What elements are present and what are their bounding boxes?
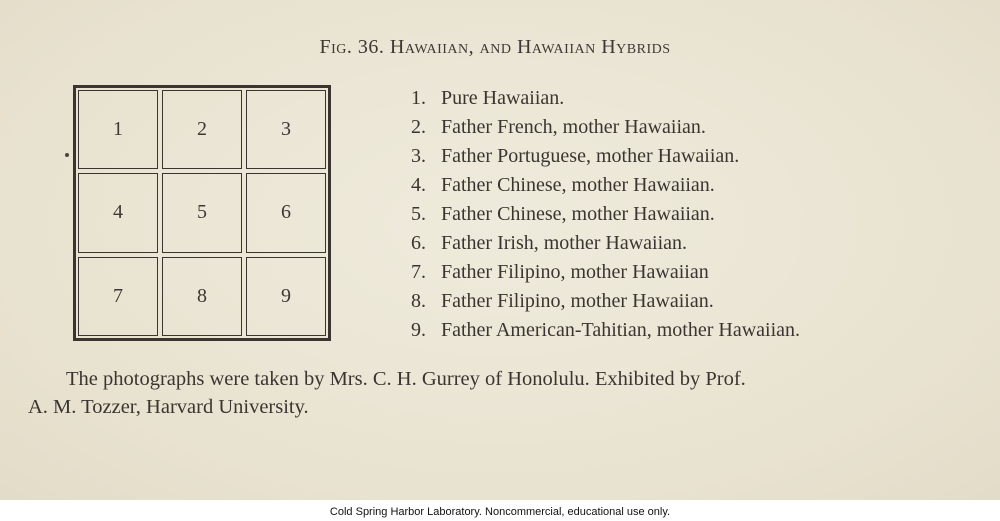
legend-item bbox=[411, 287, 800, 316]
legend-item bbox=[411, 84, 800, 113]
grid-cell-1: 1 bbox=[78, 90, 158, 169]
grid-cell-4: 4 bbox=[78, 173, 158, 252]
caption-line-1: The photographs were taken by Mrs. C. H. Gurrey of Honolulu. Exhibited by Prof. bbox=[66, 368, 746, 390]
legend-number: 5. bbox=[411, 203, 426, 225]
legend-text: Father American-Tahitian, mother Hawaiian. bbox=[441, 319, 801, 341]
legend-number: 4. bbox=[411, 174, 426, 196]
grid-cell-5: 5 bbox=[162, 173, 242, 252]
grid-cell-2: 2 bbox=[162, 90, 242, 169]
legend-list bbox=[411, 84, 800, 345]
legend-item bbox=[411, 316, 800, 345]
legend-text: Father Irish, mother Hawaiian. bbox=[441, 232, 688, 254]
credit-line: Cold Spring Harbor Laboratory. Noncommercial, educational use only. bbox=[329, 506, 671, 518]
margin-mark bbox=[65, 153, 69, 157]
figure-caption bbox=[28, 365, 968, 421]
grid-cell-6: 6 bbox=[246, 173, 326, 252]
legend-text: Father Chinese, mother Hawaiian. bbox=[441, 203, 715, 225]
legend-text: Father French, mother Hawaiian. bbox=[441, 116, 706, 138]
legend-text: Pure Hawaiian. bbox=[441, 87, 565, 109]
legend-number: 3. bbox=[411, 145, 426, 167]
photo-grid bbox=[73, 85, 331, 341]
legend-item bbox=[411, 200, 800, 229]
grid-cell-3: 3 bbox=[246, 90, 326, 169]
legend-text: Father Filipino, mother Hawaiian. bbox=[441, 290, 714, 312]
figure-title: Fig. 36. Hawaiian, and Hawaiian Hybrids bbox=[319, 36, 671, 58]
legend-item bbox=[411, 113, 800, 142]
legend-number: 9. bbox=[411, 319, 426, 341]
grid-cell-7: 7 bbox=[78, 257, 158, 336]
grid-cell-8: 8 bbox=[162, 257, 242, 336]
legend-text: Father Portuguese, mother Hawaiian. bbox=[441, 145, 740, 167]
caption-line-2: A. M. Tozzer, Harvard University. bbox=[28, 396, 309, 418]
legend-number: 8. bbox=[411, 290, 426, 312]
grid-cell-9: 9 bbox=[246, 257, 326, 336]
legend-item bbox=[411, 229, 800, 258]
legend-number: 2. bbox=[411, 116, 426, 138]
legend-text: Father Chinese, mother Hawaiian. bbox=[441, 174, 715, 196]
legend-text: Father Filipino, mother Hawaiian bbox=[441, 261, 709, 283]
legend-item bbox=[411, 142, 800, 171]
legend-item bbox=[411, 171, 800, 200]
legend-item bbox=[411, 258, 800, 287]
legend-number: 1. bbox=[411, 87, 426, 109]
legend-number: 6. bbox=[411, 232, 426, 254]
legend-number: 7. bbox=[411, 261, 426, 283]
